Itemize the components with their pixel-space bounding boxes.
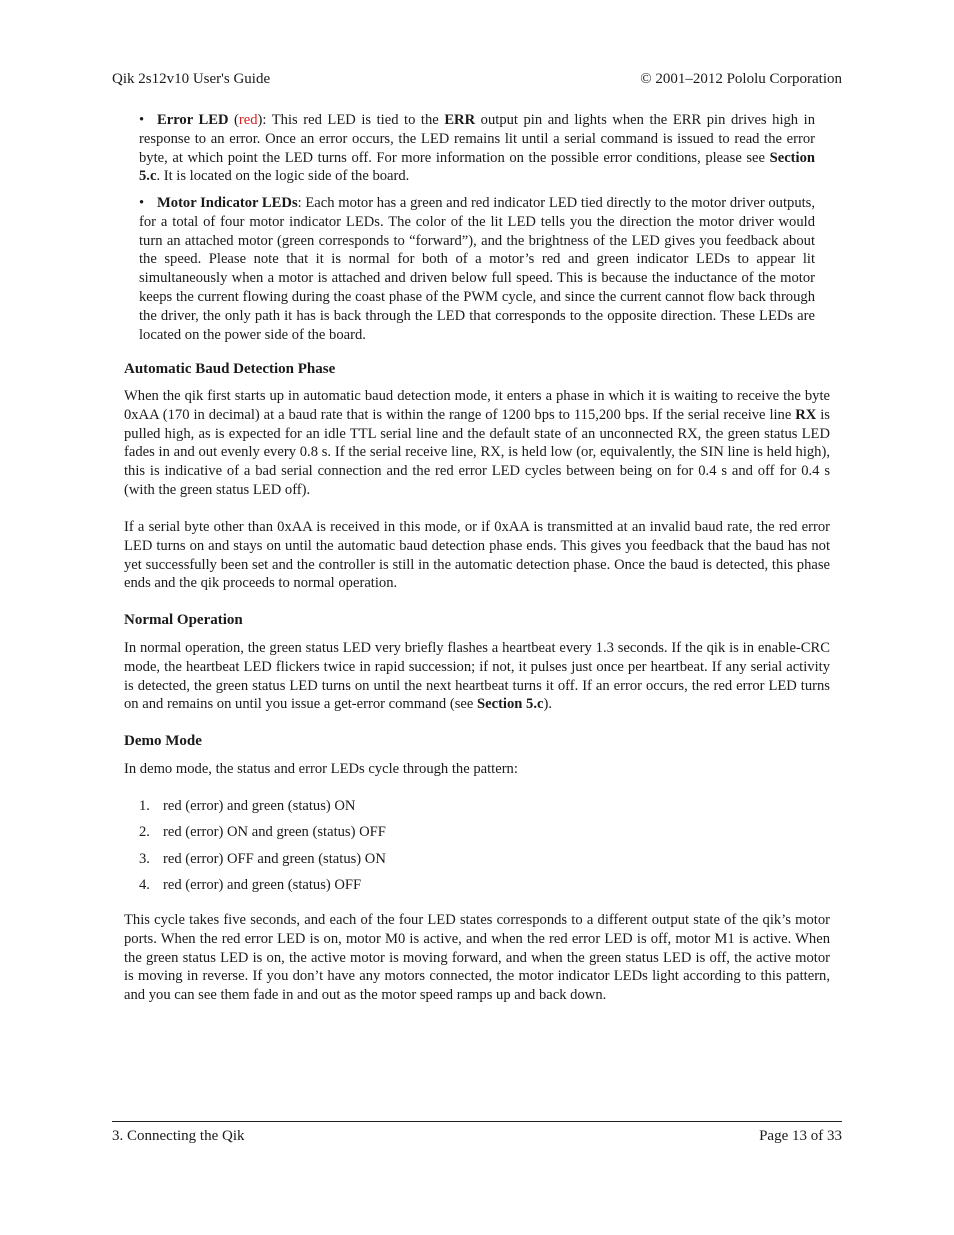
- heading-auto-baud: Automatic Baud Detection Phase: [124, 361, 336, 377]
- footer-divider: [112, 1121, 842, 1122]
- list-item: [139, 850, 386, 869]
- list-text: red (error) and green (status) ON: [163, 798, 356, 814]
- paragraph-text: is pulled high, as is expected for an idle TTL serial line and the default state of an unconnected RX, the green status LED fades in and out evenly every 0.8 s. If the serial receive line, RX, is held low (or, equivalently, the SIN line is held high), this is indicative of a bad serial connection and the red error LED cycles between being on for 0.4 s and off for 0.4 s (with the green status LED off).: [124, 406, 830, 498]
- normal-operation-paragraph: [124, 639, 830, 714]
- bullet-mark: •: [139, 112, 145, 128]
- list-number: 2.: [139, 824, 150, 840]
- list-text: red (error) and green (status) OFF: [163, 877, 362, 893]
- section-ref-link[interactable]: Section 5.c: [477, 696, 544, 713]
- paragraph-text: ).: [543, 696, 552, 713]
- auto-baud-paragraph-2: [124, 518, 830, 593]
- paragraph-text: This cycle takes five seconds, and each of the four LED states corresponds to a different output state of the qik’s motor ports. When the red error LED is on, motor M0 is active, and when the red error LED is off, motor M1 is active. When the green status LED is on, the active motor is moving forward, and when the green status LED is off, the active motor is moving in reverse. If you don’t have any motors connected, the motor indicator LEDs light according to this pattern, and you can see them fade in and out as the motor speed ramps up and back down.: [124, 912, 830, 1004]
- paragraph-text: When the qik first starts up in automatic baud detection mode, it enters a phase in which it is waiting to receive the byte 0xAA (170 in decimal) at a baud rate that is within the range of 1200 bps to 115,200 bps. If the serial receive line: [124, 388, 830, 423]
- heading-normal-operation: Normal Operation: [124, 612, 243, 628]
- bullet-error-led: [139, 111, 815, 186]
- bullet-motor-indicator-leds: [139, 194, 815, 344]
- footer-page-number: Page 13 of 33: [759, 1128, 842, 1144]
- rx-pin-label: RX: [795, 406, 817, 423]
- bullet-text: : This red LED is tied to the: [262, 112, 445, 128]
- list-text: red (error) OFF and green (status) ON: [163, 851, 386, 867]
- bullet-text: output pin and lights when the ERR pin drives high in response to an error. Once an error occurs, the LED remains lit until a serial command is issued to read the error byte, at which point the LED turns off. For more information on the possible error conditions, please see: [139, 112, 815, 166]
- auto-baud-paragraph-1: [124, 387, 830, 500]
- paren-close: ): [257, 112, 263, 128]
- heading-demo-mode: Demo Mode: [124, 733, 202, 749]
- list-number: 3.: [139, 851, 150, 867]
- bullet-text: . It is located on the logic side of the board.: [156, 168, 410, 185]
- red-color-word: red: [238, 112, 258, 128]
- demo-intro: In demo mode, the status and error LEDs cycle through the pattern:: [124, 761, 518, 777]
- demo-outro: [124, 911, 830, 1005]
- list-item: [139, 823, 386, 842]
- footer-chapter: 3. Connecting the Qik: [112, 1128, 245, 1144]
- bullet-term-motor-leds: Motor Indicator LEDs: [157, 195, 298, 211]
- bullet-mark: •: [139, 195, 145, 211]
- err-pin-label: ERR: [444, 112, 476, 128]
- list-text: red (error) ON and green (status) OFF: [163, 824, 386, 840]
- section-ref-link[interactable]: Section 5.c: [139, 149, 815, 185]
- header-guide-title: Qik 2s12v10 User's Guide: [112, 71, 271, 87]
- header-copyright: © 2001–2012 Pololu Corporation: [640, 71, 842, 87]
- list-number: 4.: [139, 877, 150, 893]
- list-item: [139, 876, 361, 895]
- paragraph-text: If a serial byte other than 0xAA is received in this mode, or if 0xAA is transmitted at an invalid baud rate, the red error LED turns on and stays on until the automatic baud detection phase ends. This gives you feedback that the baud has not yet successfully been set and the controller is still in the automatic detection phase. Once the baud is detected, this phase ends and the qik proceeds to normal operation.: [124, 519, 830, 592]
- paren-open: (: [228, 112, 239, 128]
- bullet-text: : Each motor has a green and red indicator LED tied directly to the motor driver outputs, for a total of four motor indicator LEDs. The color of the lit LED tells you the direction the motor driver would turn an attached motor (green corresponds to “forward”), and the brightness of the LED gives you feedback about the speed. Please note that it is normal for both of a motor’s red and green indicator LEDs to appear lit simultaneously when a motor is attached and driven below full speed. This is because the inductance of the motor keeps the current flowing during the coast phase of the PWM cycle, and since the current cannot flow back through the driver, the only path it has is back through the LED that corresponds to the opposite direction. These LEDs are located on the power side of the board.: [139, 195, 815, 343]
- list-number: 1.: [139, 798, 150, 814]
- bullet-term-error-led: Error LED: [157, 112, 229, 128]
- paragraph-text: In normal operation, the green status LED very briefly flashes a heartbeat every 1.3 seconds. If the qik is in enable-CRC mode, the heartbeat LED flickers twice in rapid succession; if not, it pulses just once per heartbeat. If any serial activity is detected, the green status LED turns on until the next heartbeat turns it off. If an error occurs, the red error LED turns on and remains on until you issue a get-error command (see: [124, 640, 830, 713]
- list-item: [139, 797, 355, 816]
